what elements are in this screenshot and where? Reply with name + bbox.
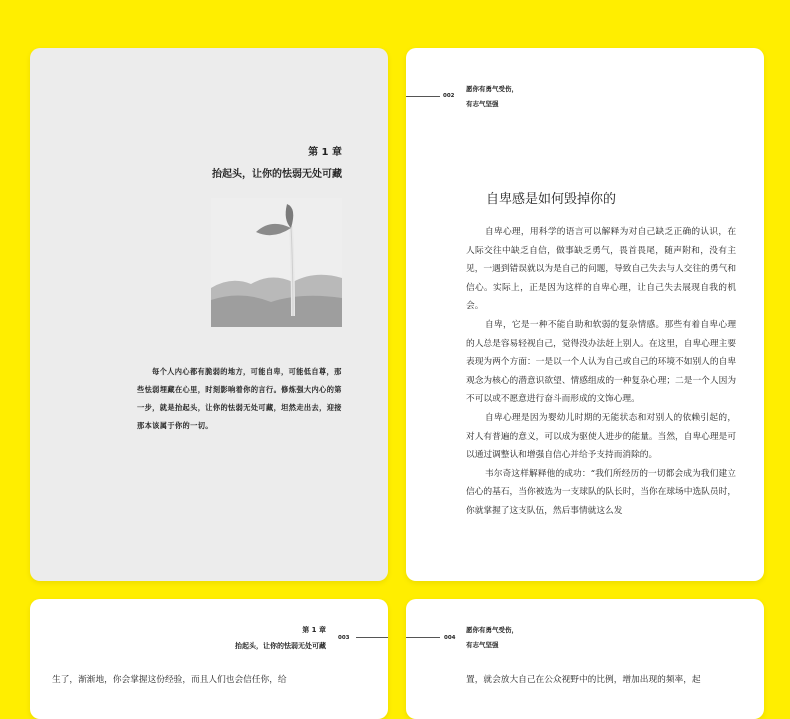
article-page: [406, 48, 764, 581]
chapter-quote: [137, 363, 343, 435]
chapter-number: 第 1 章: [308, 147, 342, 158]
chapter-number: 第 1 章: [302, 626, 326, 634]
paragraph: 韦尔奇这样解释他的成功：“我们所经历的一切都会成为我们建立信心的基石，当你被选为一支球队的队长时，当你在球场中选队员时，你就掌握了这支队伍，然后事情就这么发: [466, 468, 736, 516]
chapter-opener-page: [30, 48, 388, 581]
page-number: 004: [444, 635, 456, 641]
quote-text: 每个人内心都有脆弱的地方，可能自卑，可能低自尊，那些怯弱埋藏在心里，时刻影响着你的言行。修炼强大内心的第一步，就是抬起头，让你的怯弱无处可藏，坦然走出去，迎接那本该属于你的一切。: [137, 367, 342, 430]
motto-line-2: 有志气坚强: [466, 100, 499, 108]
body-text-line: 置，就会放大自己在公众视野中的比例，增加出现的频率，起: [466, 675, 701, 685]
motto-line-1: 愿你有勇气受伤，: [466, 85, 518, 93]
page-004: [406, 599, 764, 719]
header-rule: [406, 96, 440, 97]
header-rule: [356, 637, 388, 638]
page-number: 002: [443, 93, 455, 99]
page-003: [30, 599, 388, 719]
paragraph: 自卑心理是因为婴幼儿时期的无能状态和对别人的依赖引起的，对人有普遍的意义，可以成为驱使人进步的能量。当然，自卑心理是可以通过调整认和增强自信心并给予支持而消除的。: [466, 412, 736, 461]
body-text-line: 生了，渐渐地，你会掌握这份经验，而且人们也会信任你，给: [52, 675, 287, 685]
paragraph: 自卑心理，用科学的语言可以解释为对自己缺乏正确的认识，在人际交往中缺乏自信，做事缺乏勇气，畏首畏尾，随声附和，没有主见，一遇到错误就以为是自己的问题，导致自己失去与人交往的勇气和信心。实际上，正是因为这样的自卑心理，让自己失去展现自我的机会。: [466, 227, 736, 312]
article-title: 自卑感是如何毁掉你的: [486, 192, 617, 207]
chapter-title: 抬起头，让你的怯弱无处可藏: [235, 642, 326, 650]
running-header: [466, 623, 518, 653]
header-rule: [406, 637, 440, 638]
sprout-photo: [211, 198, 342, 327]
chapter-title: 抬起头，让你的怯弱无处可藏: [212, 169, 342, 180]
article-body: [466, 223, 736, 521]
page-number: 003: [338, 635, 350, 641]
running-header: [466, 82, 518, 112]
motto-line-1: 愿你有勇气受伤，: [466, 626, 518, 634]
paragraph: 自卑，它是一种不能自助和软弱的复杂情感。那些有着自卑心理的人总是容易轻视自己，觉得没办法赶上别人。在这里，自卑心理主要表现为两个方面：一是以一个人认为自己或自己的环境不如别人的自卑观念为核心的潜意识欲望、情感组成的一种复杂心理；二是一个人因为不可以或不愿意进行奋斗而形成的文饰心理。: [466, 319, 736, 405]
motto-line-2: 有志气坚强: [466, 641, 499, 649]
